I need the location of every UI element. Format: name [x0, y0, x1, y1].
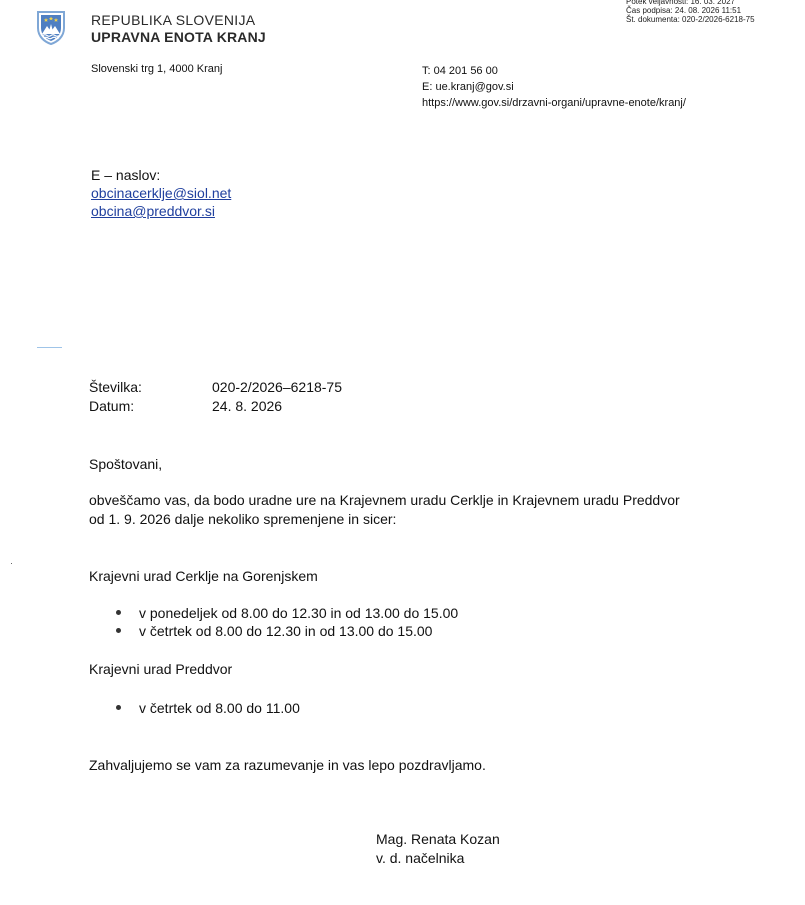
- office2-title: Krajevni urad Preddvor: [89, 661, 233, 677]
- date-label: Datum:: [89, 398, 135, 414]
- office1-title: Krajevni urad Cerklje na Gorenjskem: [89, 568, 318, 584]
- closing-text: Zahvaljujemo se vam za razumevanje in vas lepo pozdravljamo.: [89, 757, 486, 773]
- signatory-role: v. d. načelnika: [376, 850, 465, 866]
- list-item: v ponedeljek od 8.00 do 12.30 in od 13.00 do 15.00: [116, 604, 458, 622]
- fold-mark: [37, 347, 62, 348]
- org-address: Slovenski trg 1, 4000 Kranj: [91, 63, 223, 75]
- signature-stamp: [626, 0, 755, 24]
- number-label: Številka:: [89, 379, 142, 395]
- validity-text: Potek veljavnosti: 16. 03. 2027: [626, 0, 735, 6]
- recipient-block: [91, 166, 231, 220]
- greeting: Spoštovani,: [89, 456, 163, 472]
- recipient-email-cerklje[interactable]: obcinacerklje@siol.net: [91, 185, 232, 201]
- document-number-text: Št. dokumenta: 020-2/2026-6218-75: [626, 15, 755, 24]
- bullet-icon: [116, 705, 121, 710]
- number-value: 020-2/2026–6218-75: [212, 379, 343, 395]
- date-value: 24. 8. 2026: [212, 398, 283, 414]
- office1-hours-list: [116, 604, 458, 640]
- list-item: v četrtek od 8.00 do 11.00: [116, 699, 300, 717]
- office2-hours-list: [116, 699, 300, 717]
- intro-line1: obveščamo vas, da bodo uradne ure na Krajevnem uradu Cerklje in Krajevnem uradu Preddvor: [89, 492, 680, 508]
- contact-block: [422, 63, 686, 111]
- margin-dot: [11, 563, 12, 564]
- list-item: v četrtek od 8.00 do 12.30 in od 13.00 do 15.00: [116, 622, 458, 640]
- recipient-label: E – naslov:: [91, 167, 161, 183]
- org-name-line2: UPRAVNA ENOTA KRANJ: [91, 29, 266, 45]
- recipient-email-preddvor[interactable]: obcina@preddvor.si: [91, 203, 215, 219]
- website-text: https://www.gov.si/drzavni-organi/upravne-enote/kranj/: [422, 97, 686, 109]
- intro-line2: od 1. 9. 2026 dalje nekoliko spremenjene in sicer:: [89, 511, 397, 527]
- phone-text: T: 04 201 56 00: [422, 65, 498, 77]
- email-text: E: ue.kranj@gov.si: [422, 81, 514, 93]
- slovenia-coat-of-arms-icon: [36, 10, 66, 46]
- signing-time-text: Čas podpisa: 24. 08. 2026 11:51: [626, 6, 742, 15]
- bullet-icon: [116, 610, 121, 615]
- bullet-icon: [116, 628, 121, 633]
- org-name-line1: REPUBLIKA SLOVENIJA: [91, 12, 256, 28]
- signatory-name: Mag. Renata Kozan: [376, 831, 500, 847]
